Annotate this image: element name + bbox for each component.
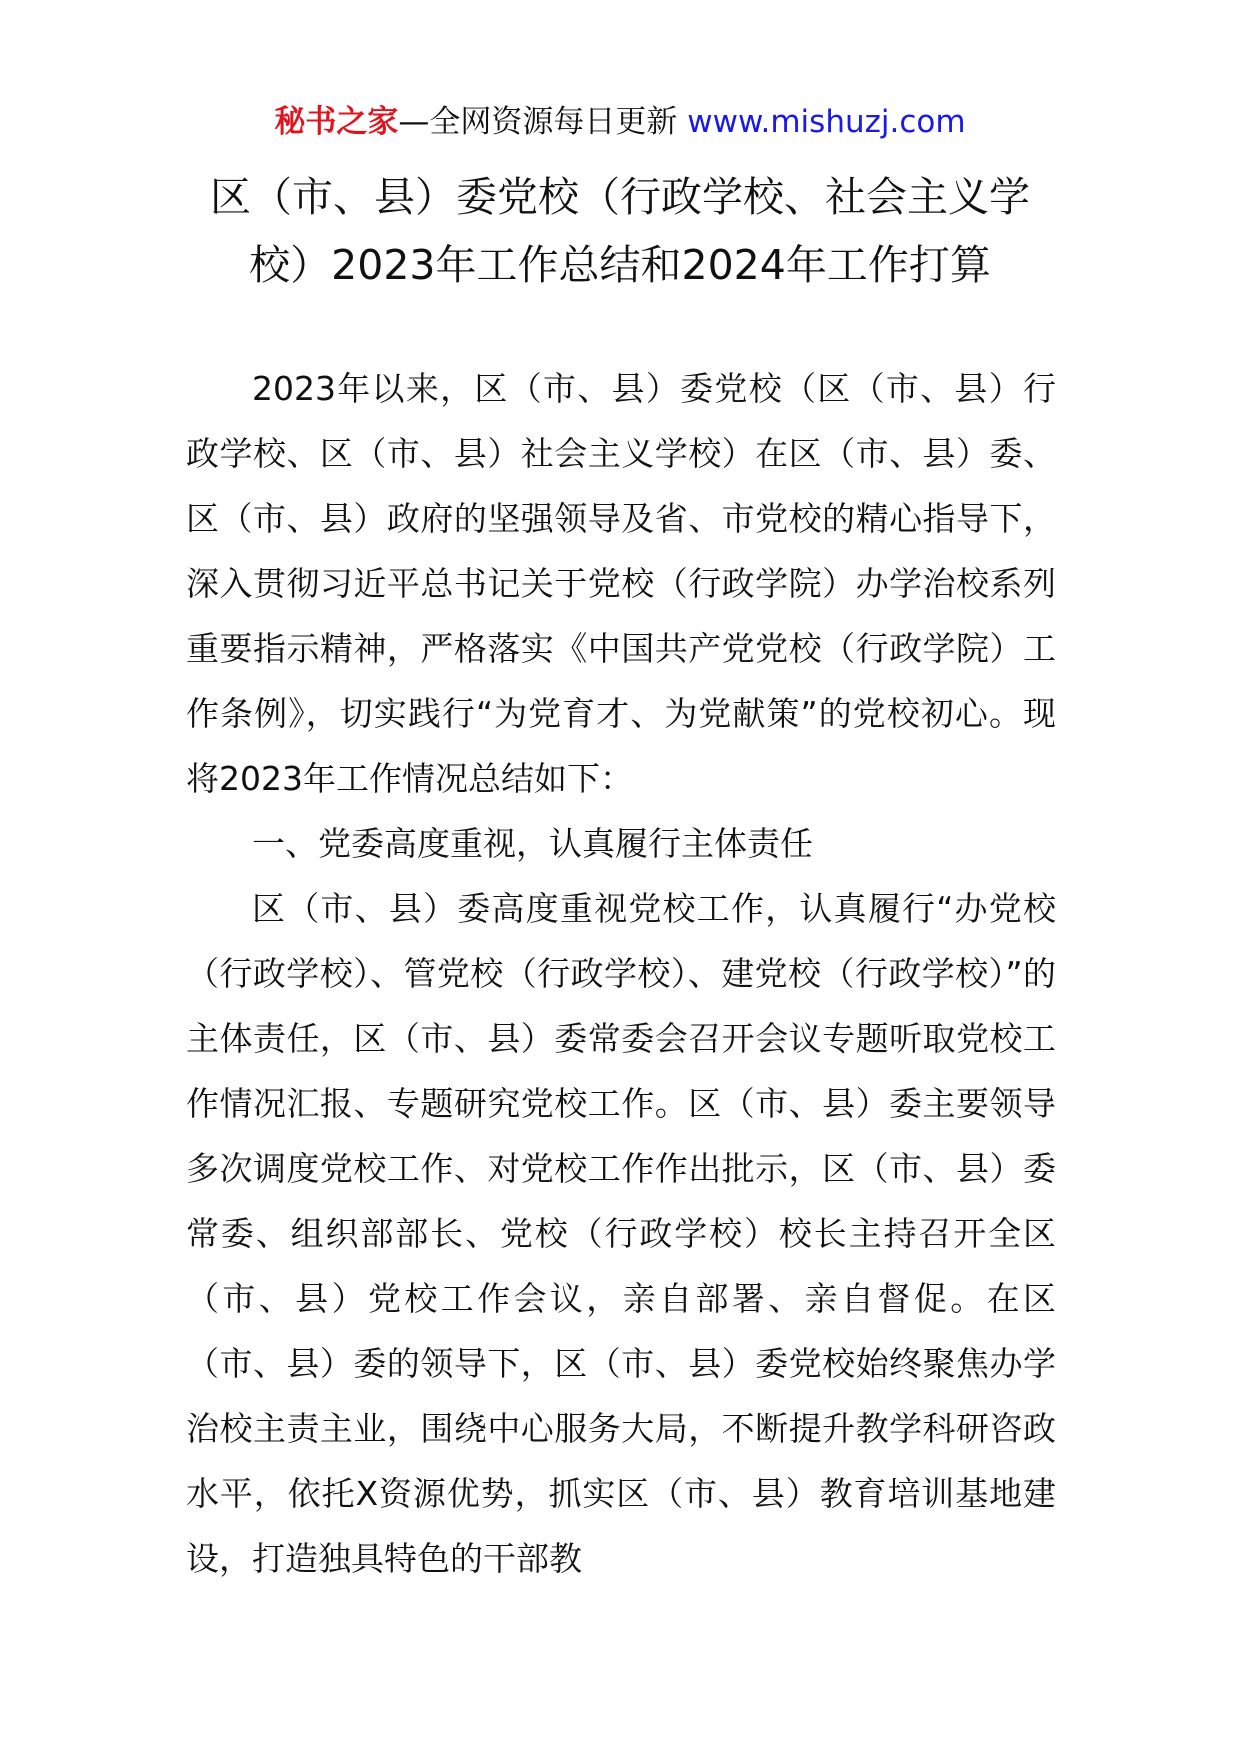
intro-paragraph: 2023年以来，区（市、县）委党校（区（市、县）行政学校、区（市、县）社会主义学校）在区（市、县）委、区（市、县）政府的坚强领导及省、市党校的精心指导下，深入贯彻习近平总书记关于党校（行政学院）办学治校系列重要指示精神，严格落实《中国共产党党校（行政学院）工作条例》，切实践行“为党育才、为党献策”的党校初心。现将2023年工作情况总结如下： — [186, 369, 1056, 798]
site-header — [0, 100, 1240, 144]
site-link[interactable]: www.mishuzj.com — [687, 104, 966, 140]
section-paragraph: 区（市、县）委高度重视党校工作，认真履行“办党校（行政学校）、管党校（行政学校）、建党校（行政学校）”的主体责任，区（市、县）委常委会召开会议专题听取党校工作情况汇报、专题研究党校工作。区（市、县）委主要领导多次调度党校工作、对党校工作作出批示，区（市、县）委常委、组织部部长、党校（行政学校）校长主持召开全区（市、县）党校工作会议，亲自部署、亲自督促。在区（市、县）委的领导下，区（市、县）委党校始终聚焦办学治校主责主业，围绕中心服务大局，不断提升教学科研咨政水平，依托X资源优势，抓实区（市、县）教育培训基地建设，打造独具特色的干部教 — [186, 889, 1056, 1578]
document-title: 区（市、县）委党校（行政学校、社会主义学校）2023年工作总结和2024年工作打算 — [210, 173, 1030, 289]
section-heading: 一、党委高度重视，认真履行主体责任 — [252, 824, 813, 863]
brand-name: 秘书之家 — [274, 104, 399, 140]
header-tagline: —全网资源每日更新 — [398, 104, 678, 140]
